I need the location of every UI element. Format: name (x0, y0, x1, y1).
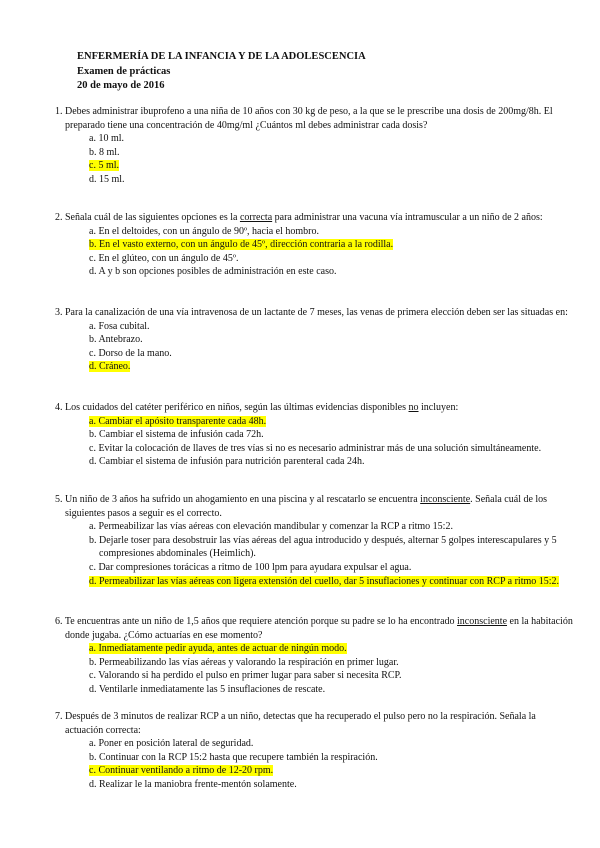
question-2-options (89, 225, 575, 279)
question-4-option-a: a. Cambiar el apósito transparente cada 48h. (89, 415, 267, 427)
question-5-option-a: a. Permeabilizar las vías aéreas con elevación mandibular y comenzar la RCP a ritmo 15:2. (89, 521, 453, 533)
question-4-option-b: b. Cambiar el sistema de infusión cada 72h. (89, 429, 264, 441)
question-7-option-b: b. Continuar con la RCP 15:2 hasta que recupere también la respiración. (89, 751, 378, 763)
question-4 (55, 401, 575, 469)
exam-date: 20 de mayo de 2016 (77, 80, 165, 91)
question-6-options (89, 642, 575, 696)
question-4-options (89, 415, 575, 469)
question-2-option-c: c. En el glúteo, con un ángulo de 45º. (89, 252, 239, 264)
question-3-stem: 3. Para la canalización de una vía intravenosa de un lactante de 7 meses, las venas de primera elección deben ser las situadas en: (55, 307, 568, 318)
question-7 (55, 710, 575, 792)
question-5-emphasis: inconsciente (420, 494, 471, 505)
question-7-option-a: a. Poner en posición lateral de seguridad. (89, 738, 254, 750)
question-6-option-d: d. Ventilarle inmediatamente las 5 insuflaciones de rescate. (89, 683, 326, 695)
course-title: ENFERMERÍA DE LA INFANCIA Y DE LA ADOLESCENCIA (77, 51, 366, 62)
exam-title: Examen de prácticas (77, 65, 171, 77)
question-6-emphasis: inconsciente (457, 616, 508, 627)
question-2-option-b: b. En el vasto externo, con un ángulo de 45º, dirección contraria a la rodilla. (89, 239, 394, 251)
question-7-stem: 7. Después de 3 minutos de realizar RCP a un niño, detectas que ha recuperado el pulso pero no la respiración. Señala la actuación correcta: (55, 711, 536, 736)
question-2-emphasis: correcta (239, 212, 273, 223)
question-7-options (89, 737, 575, 791)
question-3-option-d: d. Cráneo. (89, 361, 131, 373)
question-6-option-b: b. Permeabilizando las vías aéreas y valorando la respiración en primer lugar. (89, 656, 399, 668)
question-5-options (89, 520, 575, 588)
question-5-option-c: c. Dar compresiones torácicas a ritmo de 100 lpm para ayudara expulsar el agua. (89, 561, 412, 573)
question-7-option-d: d. Realizar le la maniobra frente-mentón solamente. (89, 778, 297, 790)
question-3-options (89, 320, 575, 374)
question-4-option-c: c. Evitar la colocación de llaves de tres vías si no es necesario administrar más de una solución simultáneamente. (89, 442, 542, 454)
question-6-option-a: a. Inmediatamente pedir ayuda, antes de actuar de ningún modo. (89, 643, 347, 655)
question-1-option-d: d. 15 ml. (89, 173, 125, 185)
question-3-option-c: c. Dorso de la mano. (89, 347, 172, 359)
question-5-stem: 5. Un niño de 3 años ha sufrido un ahogamiento en una piscina y al rescatarlo se encuentra inconsciente. Señala cuál de los siguientes pasos a seguir es el correcto. (55, 494, 548, 519)
question-6-option-c: c. Valorando si ha perdido el pulso en primer lugar para saber si necesita RCP. (89, 670, 402, 682)
question-1-stem: 1. Debes administrar ibuprofeno a una niña de 10 años con 30 kg de peso, a la que se le prescribe una dosis de 200mg/8h. El preparado tiene una concentración de 40mg/ml ¿Cuántos ml debes administrar cada dosis? (55, 106, 553, 131)
question-5-option-d: d. Permeabilizar las vías aéreas con ligera extensión del cuello, dar 5 insuflaciones y continuar con RCP a ritmo 15:2. (89, 575, 560, 587)
question-1-option-a: a. 10 ml. (89, 133, 124, 145)
question-4-option-d: d. Cambiar el sistema de infusión para nutrición parenteral cada 24h. (89, 456, 365, 468)
question-3 (55, 306, 575, 374)
question-6-stem: 6. Te encuentras ante un niño de 1,5 años que requiere atención porque su padre se lo ha encontrado inconsciente en la habitación donde jugaba. ¿Cómo actuarías en ese momento? (55, 616, 573, 641)
question-4-stem: 4. Los cuidados del catéter periférico en niños, según las últimas evidencias disponibles no incluyen: (55, 402, 459, 413)
question-1-option-c: c. 5 ml. (89, 160, 119, 172)
question-2 (55, 211, 575, 279)
question-5-option-b: b. Dejarle toser para desobstruir las vías aéreas del agua introducido y después, alternar 5 golpes interescapulares y 5 compresiones abdominales (Heimlich). (89, 534, 557, 560)
question-3-option-b: b. Antebrazo. (89, 334, 143, 346)
question-4-emphasis: no (408, 402, 419, 413)
question-6 (55, 615, 575, 697)
question-1 (55, 105, 575, 187)
question-7-option-c: c. Continuar ventilando a ritmo de 12-20 rpm. (89, 765, 274, 777)
question-2-option-a: a. En el deltoides, con un ángulo de 90º, hacia el hombro. (89, 225, 319, 237)
question-3-option-a: a. Fosa cubital. (89, 320, 150, 332)
question-2-stem: 2. Señala cuál de las siguientes opciones es la correcta para administrar una vacuna vía intramuscular a un niño de 2 años: (55, 212, 543, 223)
question-1-option-b: b. 8 ml. (89, 146, 120, 158)
question-2-option-d: d. A y b son opciones posibles de administración en este caso. (89, 266, 337, 278)
question-1-options (89, 132, 575, 186)
document-header (77, 50, 366, 94)
question-5 (55, 493, 575, 588)
